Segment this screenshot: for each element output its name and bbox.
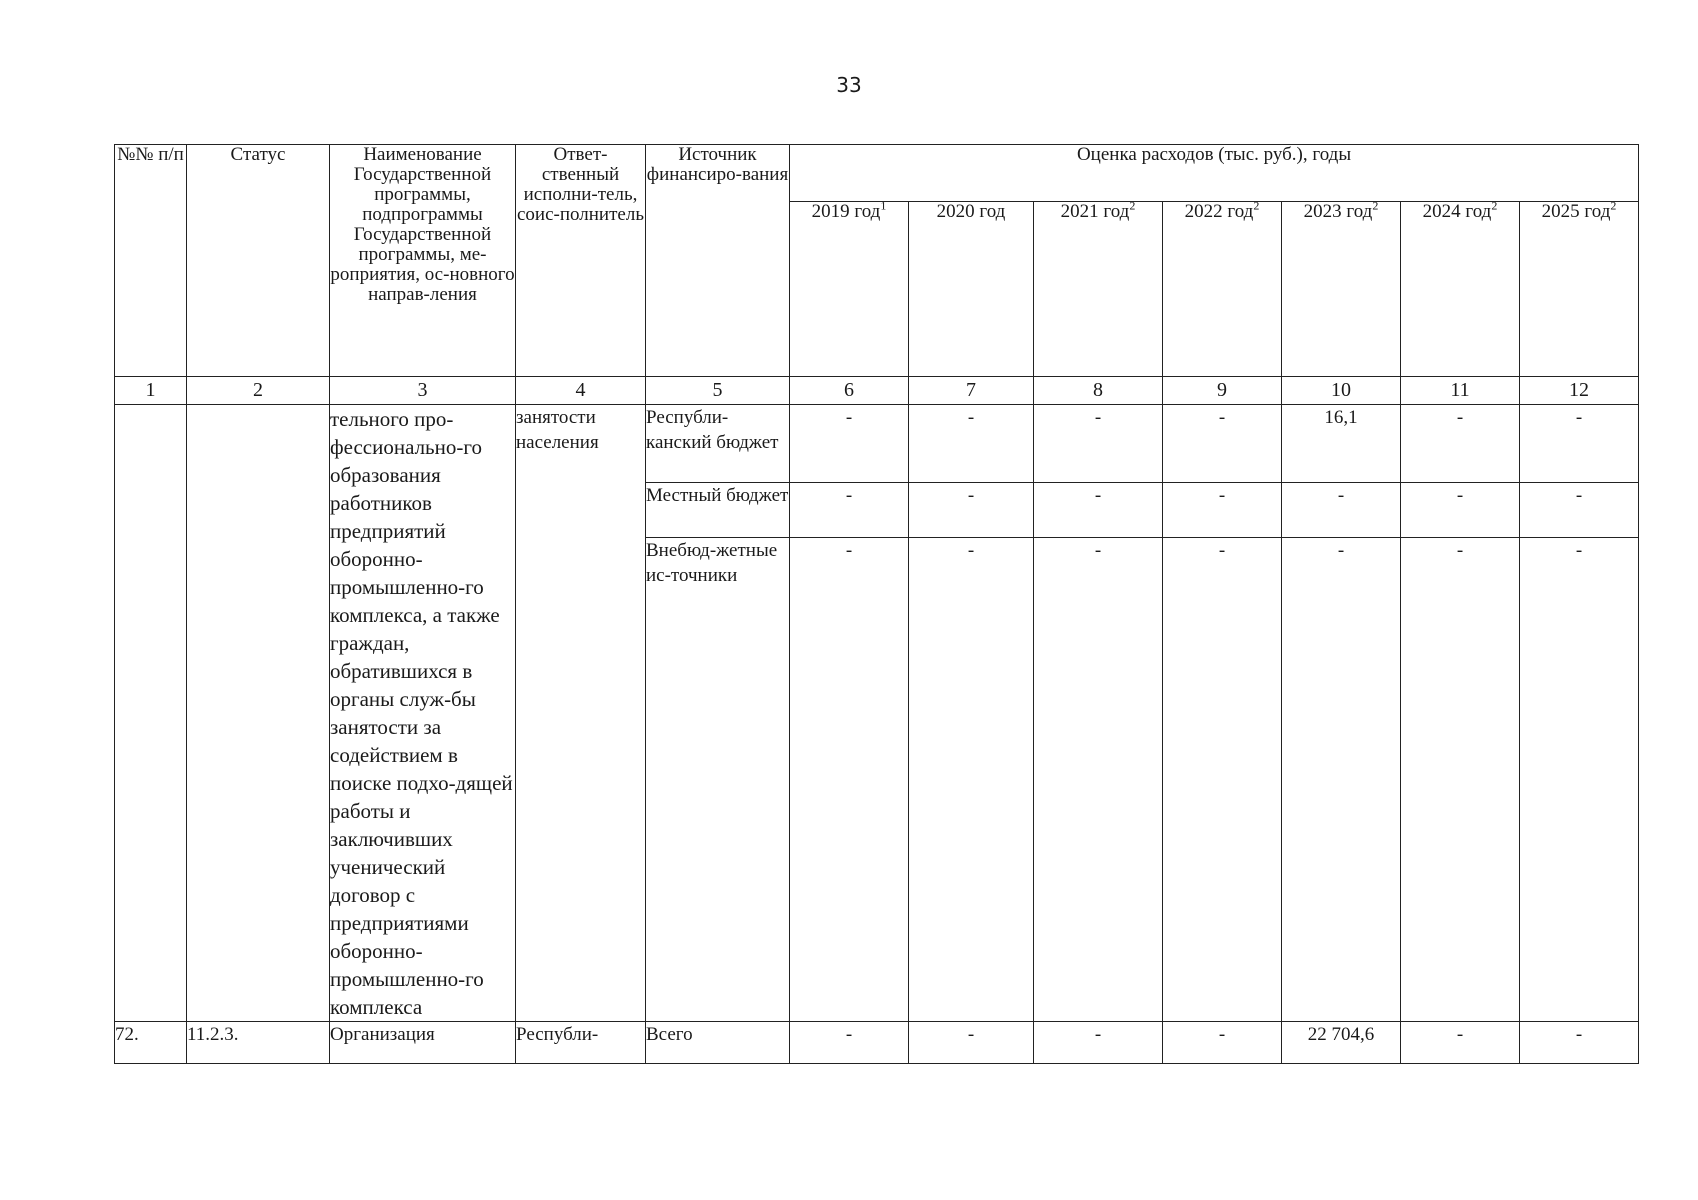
value-cell: - xyxy=(1401,483,1520,538)
value-cell: - xyxy=(790,1022,909,1064)
source-cell: Внебюд-жетные ис-точники xyxy=(646,538,790,1022)
header-year: 2021 год$^2$ xyxy=(1034,202,1163,377)
value-cell: - xyxy=(1163,1022,1282,1064)
value-cell: - xyxy=(1520,405,1639,483)
value-cell: - xyxy=(909,405,1034,483)
header-year: 2025 год$^2$ xyxy=(1520,202,1639,377)
column-number: 7 xyxy=(909,377,1034,405)
value-cell: - xyxy=(1520,538,1639,1022)
value-cell: - xyxy=(1034,538,1163,1022)
header-year: 2020 год xyxy=(909,202,1034,377)
value-cell: - xyxy=(1163,483,1282,538)
value-cell: 22 704,6 xyxy=(1282,1022,1401,1064)
value-cell: - xyxy=(790,405,909,483)
column-number: 12 xyxy=(1520,377,1639,405)
value-cell: - xyxy=(1401,538,1520,1022)
header-year: 2019 год$^1$ xyxy=(790,202,909,377)
header-status: Статус xyxy=(187,145,330,377)
column-number: 11 xyxy=(1401,377,1520,405)
column-number: 6 xyxy=(790,377,909,405)
value-cell: - xyxy=(909,483,1034,538)
header-row xyxy=(115,145,1639,202)
column-number: 1 xyxy=(115,377,187,405)
row-number: 72. xyxy=(115,1022,187,1064)
column-number: 3 xyxy=(330,377,516,405)
header-responsible: Ответ-ственный исполни-тель, соис-полнитель xyxy=(516,145,646,377)
row-source: Всего xyxy=(646,1022,790,1064)
column-number-row xyxy=(115,377,1639,405)
status-cell xyxy=(187,405,330,1022)
column-number: 2 xyxy=(187,377,330,405)
responsible-cell: занятости населения xyxy=(516,405,646,1022)
source-cell: Республи-канский бюджет xyxy=(646,405,790,483)
measure-name-cell: тельного про-фессионально-го образования работников предприятий оборонно-промышленно-го комплекса, а также граждан, обратившихся в органы служ-бы занятости за содействием в поиске подхо-дящей работы и заключивших ученический договор с предприятиями оборонно-промышленно-го комплекса xyxy=(330,405,516,1022)
value-cell: - xyxy=(1034,483,1163,538)
value-cell: - xyxy=(790,483,909,538)
source-row-republic xyxy=(115,405,1639,483)
source-cell: Местный бюджет xyxy=(646,483,790,538)
page-number: 33 xyxy=(836,73,862,97)
value-cell: - xyxy=(1282,483,1401,538)
column-number: 9 xyxy=(1163,377,1282,405)
value-cell: - xyxy=(909,1022,1034,1064)
value-cell: - xyxy=(1520,1022,1639,1064)
column-number: 8 xyxy=(1034,377,1163,405)
row-status: 11.2.3. xyxy=(187,1022,330,1064)
value-cell: - xyxy=(1401,1022,1520,1064)
value-cell: - xyxy=(1282,538,1401,1022)
header-number: №№ п/п xyxy=(115,145,187,377)
value-cell: - xyxy=(1163,405,1282,483)
header-source: Источник финансиро-вания xyxy=(646,145,790,377)
number-cell xyxy=(115,405,187,1022)
value-cell: - xyxy=(1401,405,1520,483)
row-responsible: Республи- xyxy=(516,1022,646,1064)
table-row-72 xyxy=(115,1022,1639,1064)
header-name: Наименование Государственной программы, подпрограммы Государственной программы, ме-роприятия, ос-новного направ-ления xyxy=(330,145,516,377)
budget-table xyxy=(114,144,1639,1064)
header-year: 2023 год$^2$ xyxy=(1282,202,1401,377)
value-cell: - xyxy=(1034,1022,1163,1064)
column-number: 4 xyxy=(516,377,646,405)
value-cell: - xyxy=(1520,483,1639,538)
value-cell: - xyxy=(1163,538,1282,1022)
column-number: 10 xyxy=(1282,377,1401,405)
value-cell: 16,1 xyxy=(1282,405,1401,483)
row-measure-name: Организация xyxy=(330,1022,516,1064)
header-year: 2024 год$^2$ xyxy=(1401,202,1520,377)
value-cell: - xyxy=(909,538,1034,1022)
header-expenses: Оценка расходов (тыс. руб.), годы xyxy=(790,145,1639,202)
value-cell: - xyxy=(790,538,909,1022)
value-cell: - xyxy=(1034,405,1163,483)
header-year: 2022 год$^2$ xyxy=(1163,202,1282,377)
column-number: 5 xyxy=(646,377,790,405)
